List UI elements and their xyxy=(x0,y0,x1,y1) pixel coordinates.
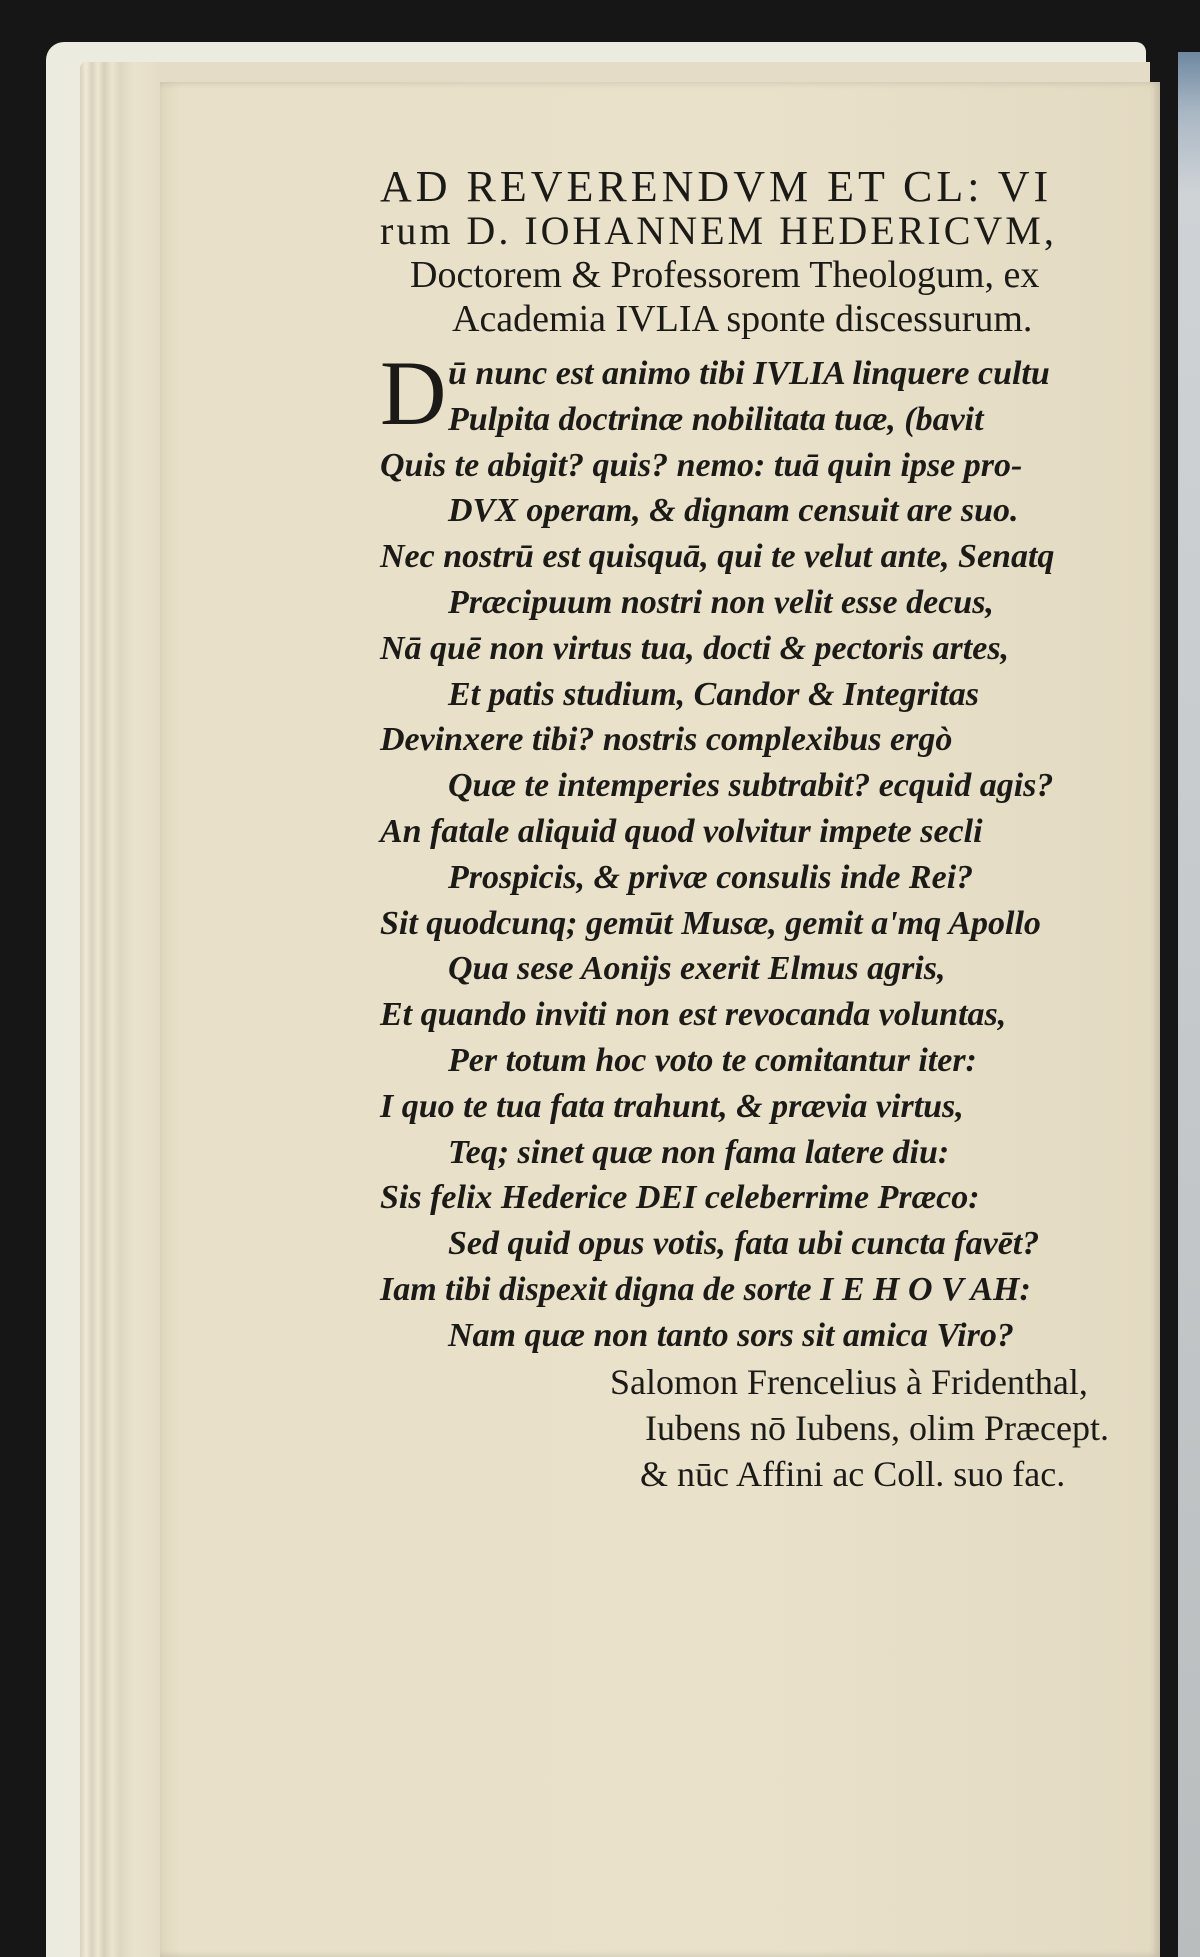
verse-line-2: Pulpita doctrinæ nobilitata tuæ, (bavit xyxy=(448,400,984,438)
verse-line-12: Prospicis, & privæ consulis inde Rei? xyxy=(448,858,974,896)
signature-line-3: & nūc Affini ac Coll. suo fac. xyxy=(640,1453,1066,1494)
drop-cap: D xyxy=(380,342,447,444)
verse-line-7: Nā quē non virtus tua, docti & pectoris artes, xyxy=(380,629,1010,667)
verse-line-11: An fatale aliquid quod volvitur impete secli xyxy=(380,812,983,850)
signature-block xyxy=(380,1359,1170,1497)
verse-line-4: DVX operam, & dignam censuit are suo. xyxy=(448,492,1019,530)
signature-line-2: Iubens nō Iubens, olim Præcept. xyxy=(645,1407,1109,1448)
heading-line-1: AD REVERENDVM ET CL: VI xyxy=(380,162,1053,211)
verse-line-15: Et quando inviti non est revocanda voluntas, xyxy=(380,996,1007,1034)
verse-line-18: Teq; sinet quæ non fama latere diu: xyxy=(448,1133,950,1171)
verse-line-19: Sis felix Hederice DEI celeberrime Præco: xyxy=(380,1179,980,1217)
verse-line-9: Devinxere tibi? nostris complexibus ergò xyxy=(380,721,953,759)
verse-line-21: Iam tibi dispexit digna de sorte I E H O V AH: xyxy=(380,1270,1031,1308)
heading-line-4: Academia IVLIA sponte discessurum. xyxy=(452,298,1033,340)
verse-line-14: Qua sese Aonijs exerit Elmus agris, xyxy=(448,950,946,988)
book-spine-strip xyxy=(1178,52,1200,1957)
heading-line-2: rum D. IOHANNEM HEDERICVM, xyxy=(380,208,1057,253)
verse-line-3: Quis te abigit? quis? nemo: tuā quin ipse pro- xyxy=(380,446,1023,484)
verse-line-20: Sed quid opus votis, fata ubi cuncta favēt? xyxy=(448,1225,1040,1263)
poem-body xyxy=(380,342,1170,1359)
verse-line-16: Per totum hoc voto te comitantur iter: xyxy=(448,1041,977,1079)
verse-line-10: Quæ te intemperies subtrabit? ecquid agis? xyxy=(448,767,1054,805)
verse-line-17: I quo te tua fata trahunt, & prævia virtus, xyxy=(380,1087,964,1125)
dedication-heading xyxy=(380,162,1170,341)
verse-line-1-text: ū nunc est animo tibi IVLIA linquere cultu xyxy=(448,355,1050,392)
verse-line-13: Sit quodcunq; gemūt Musæ, gemit a'mq Apollo xyxy=(380,904,1041,942)
poem-text-block xyxy=(380,162,1170,1497)
verse-line-6: Præcipuum nostri non velit esse decus, xyxy=(448,583,994,621)
verse-line-22: Nam quæ non tanto sors sit amica Viro? xyxy=(448,1316,1014,1354)
signature-line-1: Salomon Frencelius à Fridenthal, xyxy=(610,1361,1088,1402)
heading-line-3: Doctorem & Professorem Theologum, ex xyxy=(410,254,1040,296)
verse-line-5: Nec nostrū est quisquā, qui te velut ante, Senatq xyxy=(380,538,1055,576)
verse-line-8: Et patis studium, Candor & Integritas xyxy=(448,675,979,713)
